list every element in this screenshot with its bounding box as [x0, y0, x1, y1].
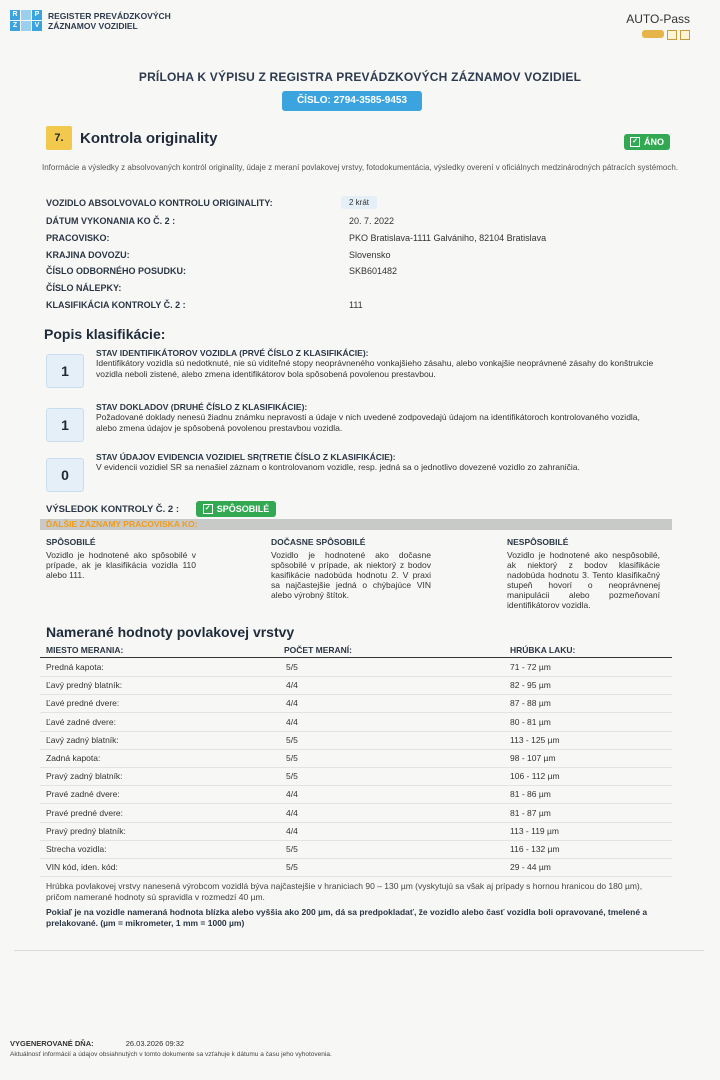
cell-location: Ľavé zadné dvere: — [46, 716, 116, 727]
table-row — [40, 713, 672, 732]
logo-line-1: REGISTER PREVÁDZKOVÝCH — [48, 10, 171, 21]
detail-label: ČÍSLO ODBORNÉHO POSUDKU: — [46, 266, 187, 276]
brand-icons — [626, 30, 690, 40]
result-badge-label: SPÔSOBILÉ — [216, 504, 270, 514]
cell-count: 5/5 — [286, 753, 298, 763]
generated-label: VYGENEROVANÉ DŇA: — [10, 1039, 94, 1048]
status-column — [46, 537, 196, 580]
document-number-badge: ČÍSLO: 2794-3585-9453 — [282, 91, 422, 111]
logo-letter: V — [32, 21, 42, 31]
logo-letter: R — [10, 10, 20, 20]
section-title: Kontrola originality — [80, 130, 218, 147]
cell-count: 4/4 — [286, 825, 298, 836]
cell-location: Ľavý predný blatník: — [46, 680, 123, 691]
cell-location: VIN kód, iden. kód: — [46, 862, 118, 873]
cell-thickness: 116 - 132 µm — [510, 844, 560, 854]
cell-thickness: 106 - 112 µm — [510, 771, 560, 782]
check-icon: ✓ — [630, 137, 640, 147]
page-title: PRÍLOHA K VÝPISU Z REGISTRA PREVÁDZKOVÝCH ZÁZNAMOV VOZIDIEL — [138, 70, 582, 84]
classification-title: STAV IDENTIFIKÁTOROV VOZIDLA (PRVÉ ČÍSLO Z KLASIFIKÁCIE): — [96, 348, 369, 358]
generated-info — [10, 1039, 184, 1048]
cell-count: 4/4 — [286, 789, 298, 800]
additional-records-label: ĎALŠIE ZÁZNAMY PRACOVISKA KO: — [46, 519, 198, 529]
classification-title: STAV DOKLADOV (DRUHÉ ČÍSLO Z KLASIFIKÁCIE): — [96, 402, 308, 412]
detail-row — [46, 216, 666, 232]
cell-thickness: 82 - 95 µm — [510, 680, 551, 691]
detail-row — [46, 266, 666, 282]
document-icon — [667, 30, 677, 40]
table-row — [40, 785, 672, 804]
measurement-heading: Namerané hodnoty povlakovej vrstvy — [46, 624, 295, 640]
cell-count: 4/4 — [286, 807, 298, 818]
cell-location: Predná kapota: — [46, 662, 104, 672]
header — [0, 0, 720, 50]
detail-label: PRACOVISKO: — [46, 233, 110, 243]
detail-value: 2 krát — [341, 196, 377, 209]
header-thickness: HRÚBKA LAKU: — [510, 645, 576, 655]
car-icon — [642, 30, 664, 38]
header-location: MIESTO MERANIA: — [46, 645, 124, 655]
detail-label: VOZIDLO ABSOLVOVALO KONTROLU ORIGINALITY: — [46, 198, 273, 208]
cell-location: Ľavé predné dvere: — [46, 698, 120, 709]
detail-row — [46, 250, 666, 266]
detail-row — [46, 198, 666, 214]
cell-thickness: 113 - 119 µm — [510, 825, 559, 836]
cell-thickness: 98 - 107 µm — [510, 753, 556, 763]
logo-text — [48, 11, 171, 31]
section-intro: Informácie a výsledky z absolvovaných kontról originality, údaje z meraní povlakovej vrstvy, fotodokumentácia, výsledky overení v oficiálnych medzinárodných pátracích systémoch. — [42, 163, 678, 172]
status-column — [271, 537, 431, 600]
detail-value: Slovensko — [349, 250, 391, 260]
cell-count: 4/4 — [286, 716, 298, 727]
check-icon: ✓ — [203, 504, 213, 514]
table-row — [40, 749, 672, 768]
detail-value: 20. 7. 2022 — [349, 216, 395, 226]
result-label: VÝSLEDOK KONTROLY Č. 2 : — [46, 504, 180, 515]
header-count: POČET MERANÍ: — [284, 645, 352, 655]
cell-count: 4/4 — [286, 698, 298, 709]
cell-count: 5/5 — [286, 862, 298, 873]
cell-thickness: 81 - 86 µm — [510, 789, 551, 800]
classification-number: 1 — [46, 408, 84, 442]
cell-thickness: 113 - 125 µm — [510, 734, 560, 745]
repair-warning: Pokiaľ je na vozidle nameraná hodnota blízka alebo vyššia ako 200 µm, dá sa predpokladať, že vozidlo alebo časť vozidla boli opravované, tmelené a prelakované. (µm = mikrometer, 1 mm = 1000 µm) — [46, 907, 648, 928]
classification-number: 1 — [46, 354, 84, 388]
table-row — [40, 658, 672, 677]
classification-desc: Požadované doklady nenesú žiadnu známku nepravosti a údaje v nich uvedené zodpovedajú údajom na identifikátoroch kontrolovaného vozidla, alebo zmena údajov je spôsobená povolenou prestavbou vozidla. — [96, 412, 640, 433]
column-title: DOČASNE SPÔSOBILÉ — [271, 537, 366, 547]
cell-count: 5/5 — [286, 771, 298, 782]
logo-line-2: ZÁZNAMOV VOZIDIEL — [48, 20, 138, 31]
cell-location: Zadná kapota: — [46, 753, 101, 763]
autopass-brand — [626, 12, 690, 40]
cell-location: Pravé zadné dvere: — [46, 789, 120, 800]
additional-records-bar — [40, 519, 672, 530]
column-desc: Vozidlo je hodnotené ako spôsobilé v prípade, ak je klasifikácia vozidla 110 alebo 111. — [46, 550, 196, 580]
status-badge — [624, 134, 670, 150]
document-icon — [680, 30, 690, 40]
column-desc: Vozidlo je hodnotené ako dočasne spôsobilé v prípade, ak niektorý z bodov kasifikácie nadobúda hodnotu 2. V praxi sa najčastejšie jedná o chýbajúce VIN alebo výrobný štítok. — [271, 550, 431, 600]
detail-value: 111 — [349, 300, 363, 310]
cell-thickness: 71 - 72 µm — [510, 662, 551, 672]
classification-title: STAV ÚDAJOV EVIDENCIA VOZIDIEL SR(TRETIE ČÍSLO Z KLASIFIKÁCIE): — [96, 452, 396, 462]
divider — [14, 950, 704, 951]
table-row — [40, 731, 672, 750]
detail-value: SKB601482 — [349, 266, 398, 276]
cell-location: Pravý predný blatník: — [46, 825, 126, 836]
classification-number: 0 — [46, 458, 84, 492]
table-row — [40, 840, 672, 859]
disclaimer: Aktuálnosť informácií a údajov obsiahnutých v tomto dokumente sa vzťahuje k dátumu a času jeho vyhotovenia. — [10, 1051, 332, 1058]
detail-row — [46, 233, 666, 249]
logo-cell — [21, 21, 31, 31]
detail-label: ČÍSLO NÁLEPKY: — [46, 283, 122, 293]
logo-cell — [21, 10, 31, 20]
cell-count: 5/5 — [286, 662, 298, 672]
cell-count: 5/5 — [286, 844, 298, 854]
detail-value: PKO Bratislava-1111 Galvániho, 82104 Bratislava — [349, 233, 547, 243]
table-header — [40, 645, 672, 658]
table-row — [40, 694, 672, 713]
result-badge — [196, 501, 276, 517]
table-row — [40, 822, 672, 841]
column-title: NESPÔSOBILÉ — [507, 537, 569, 547]
table-row — [40, 804, 672, 823]
cell-location: Pravý zadný blatník: — [46, 771, 123, 782]
cell-count: 4/4 — [286, 680, 298, 691]
classification-desc: Identifikátory vozidla sú nedotknuté, nie sú viditeľné stopy neoprávneného vonkajšieho zásahu, alebo vonkajšie neoprávnené zásahy do konštrukcie vozidla neboli zistené, alebo zmena identifikátorov bola spôsobená povolenou prestavbou. — [96, 358, 654, 379]
rpzv-logo — [10, 10, 171, 31]
table-row — [40, 767, 672, 786]
detail-row — [46, 300, 666, 316]
cell-location: Strecha vozidla: — [46, 844, 107, 854]
cell-thickness: 81 - 87 µm — [510, 807, 551, 818]
column-title: SPÔSOBILÉ — [46, 537, 96, 547]
logo-letter: P — [32, 10, 42, 20]
cell-location: Ľavý zadný blatník: — [46, 734, 119, 745]
section-number: 7. — [46, 126, 72, 150]
logo-letter: Z — [10, 21, 20, 31]
cell-count: 5/5 — [286, 734, 298, 745]
classification-desc: V evidencii vozidiel SR sa nenašiel záznam o kontrolovanom vozidle, resp. jedná sa o jednotlivo dovezené vozidlo zo zahraničia. — [96, 462, 580, 472]
table-row — [40, 858, 672, 877]
logo-grid — [10, 10, 42, 31]
status-badge-label: ÁNO — [644, 137, 664, 147]
column-desc: Vozidlo je hodnotené ako nespôsobilé, ak niektorý z bodov klasifikácie nadobúda hodnotu 3. Tento klasifikačný stupeň hovorí o neoprávnenej manipulácii alebo pozmeňovaní identifikátorov vozidla. — [507, 550, 660, 610]
status-column — [507, 537, 660, 610]
cell-thickness: 80 - 81 µm — [510, 716, 551, 727]
generated-value: 26.03.2026 09:32 — [125, 1039, 185, 1048]
cell-thickness: 29 - 44 µm — [510, 862, 551, 873]
table-row — [40, 676, 672, 695]
detail-row — [46, 283, 666, 299]
brand-name: AUTO-Pass — [626, 12, 690, 26]
detail-label: KRAJINA DOVOZU: — [46, 250, 130, 260]
cell-thickness: 87 - 88 µm — [510, 698, 551, 709]
cell-location: Pravé predné dvere: — [46, 807, 124, 818]
thickness-note: Hrúbka povlakovej vrstvy nanesená výrobcom vozidlá býva najčastejšie v hraniciach 90 – 130 µm (vyskytujú sa však aj prípady s hornou hranicou do 180 µm), pričom namerané hodnoty sú spravidla v rozmedzí 40 µm. — [46, 881, 643, 902]
classification-heading: Popis klasifikácie: — [44, 326, 166, 342]
detail-label: DÁTUM VYKONANIA KO Č. 2 : — [46, 216, 176, 226]
detail-label: KLASIFIKÁCIA KONTROLY Č. 2 : — [46, 300, 186, 310]
